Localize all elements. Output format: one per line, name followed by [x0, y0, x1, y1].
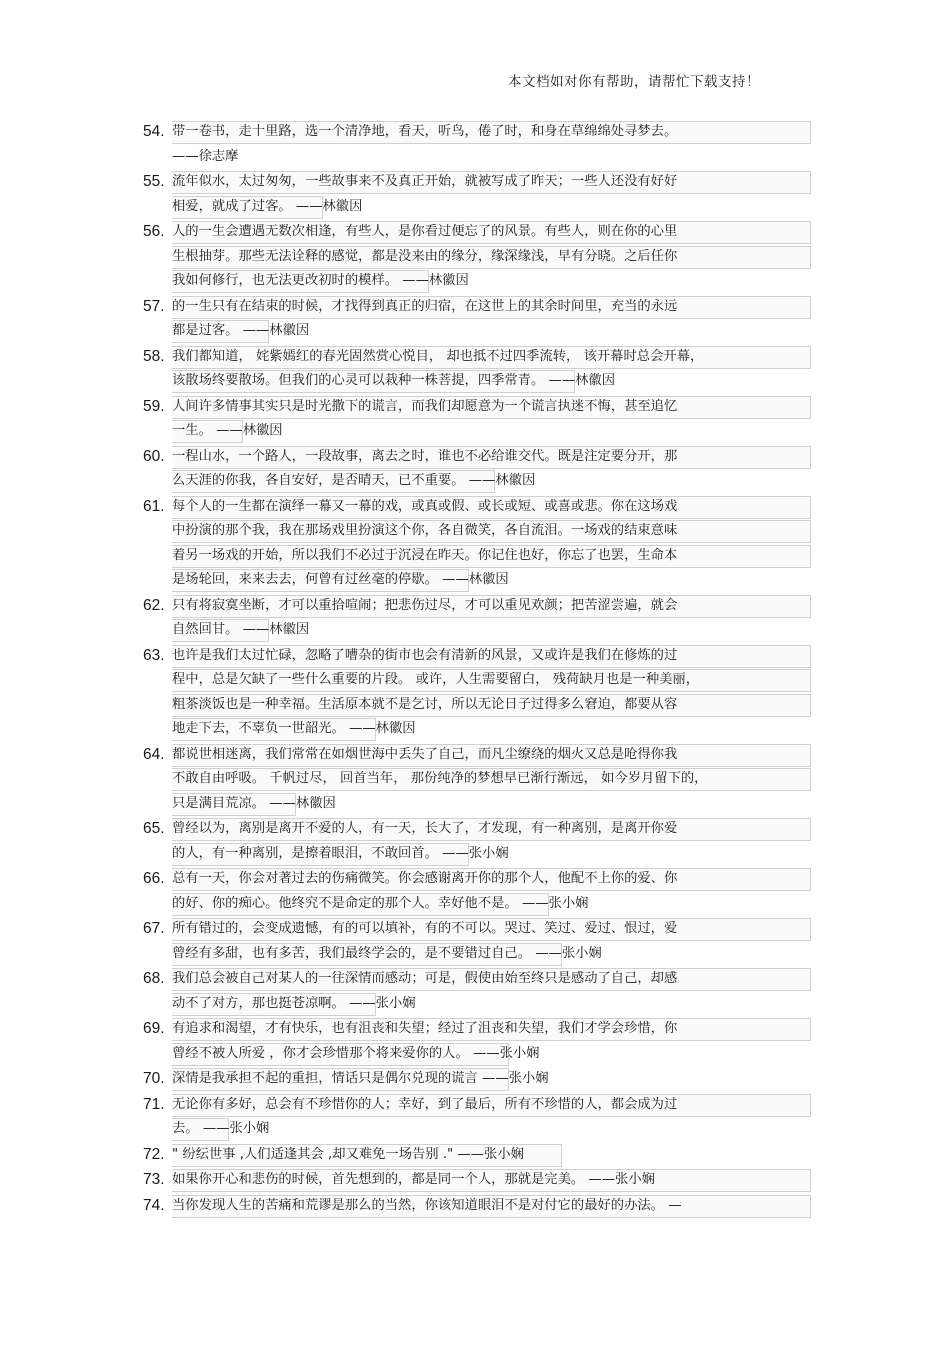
- quote-line: 当你发现人生的苦痛和荒谬是那么的当然，你该知道眼泪不是对付它的最好的办法。 —: [172, 1194, 813, 1219]
- quote-line: 有追求和渴望，才有快乐，也有沮丧和失望；经过了沮丧和失望，我们才学会珍惜，你: [172, 1017, 813, 1042]
- quote-line: 生根抽芽。那些无法诠释的感觉，都是没来由的缘分，缘深缘浅，早有分晓。之后任你: [172, 245, 813, 270]
- quote-line: 只是满目荒凉。 ——林徽因: [172, 792, 813, 817]
- quote-number: 69.: [143, 1020, 165, 1037]
- quote-line: 我如何修行，也无法更改初时的模样。 ——林徽因: [172, 269, 813, 294]
- quote-entry: [143, 743, 813, 817]
- quote-number: 65.: [143, 820, 165, 837]
- quote-line: 粗茶淡饭也是一种幸福。生活原本就不是乞讨，所以无论日子过得多么窘迫，都要从容: [172, 693, 813, 718]
- quote-line: 去。 ——张小娴: [172, 1117, 813, 1142]
- quote-line: 曾经有多甜，也有多苦，我们最终学会的，是不要错过自己。 ——张小娴: [172, 942, 813, 967]
- quote-entry: [143, 220, 813, 294]
- quote-list: [143, 120, 813, 1219]
- quote-line: 人间许多情事其实只是时光撒下的谎言，而我们却愿意为一个谎言执迷不悔，甚至追忆: [172, 395, 813, 420]
- quote-entry: [143, 917, 813, 966]
- quote-entry: [143, 1093, 813, 1142]
- quote-line: 的人，有一种离别，是擦着眼泪，不敢回首。 ——张小娴: [172, 842, 813, 867]
- quote-entry: [143, 1168, 813, 1193]
- quote-number: 66.: [143, 870, 165, 887]
- quote-line: 一程山水，一个路人，一段故事，离去之时，谁也不必给谁交代。既是注定要分开，那: [172, 445, 813, 470]
- quote-line: 都说世相迷离，我们常常在如烟世海中丢失了自己，而凡尘缭绕的烟火又总是呛得你我: [172, 743, 813, 768]
- quote-line: 程中，总是欠缺了一些什么重要的片段。 或许，人生需要留白， 残荷缺月也是一种美丽，: [172, 668, 813, 693]
- quote-entry: [143, 1017, 813, 1066]
- quote-entry: [143, 120, 813, 169]
- quote-line: 深情是我承担不起的重担，情话只是偶尔兑现的谎言 ——张小娴: [172, 1067, 813, 1092]
- quote-line: 该散场终要散场。但我们的心灵可以栽种一株菩提，四季常青。 ——林徽因: [172, 369, 813, 394]
- quote-line: 中扮演的那个我，我在那场戏里扮演这个你，各自微笑，各自流泪。一场戏的结束意味: [172, 519, 813, 544]
- quote-line: 么天涯的你我，各自安好，是否晴天，已不重要。 ——林徽因: [172, 469, 813, 494]
- quote-line: " 纷纭世事 ,人们适逢其会 ,却又难免一场告别 ." ——张小娴: [172, 1143, 813, 1168]
- quote-number: 55.: [143, 173, 165, 190]
- quote-line: 我们总会被自己对某人的一往深情而感动；可是，假使由始至终只是感动了自己，却感: [172, 967, 813, 992]
- quote-line: 地走下去，不辜负一世韶光。 ——林徽因: [172, 717, 813, 742]
- quote-entry: [143, 445, 813, 494]
- quote-line: 的好、你的痴心。他终究不是命定的那个人。幸好他不是。 ——张小娴: [172, 892, 813, 917]
- quote-line: 人的一生会遭遇无数次相逢，有些人，是你看过便忘了的风景。有些人，则在你的心里: [172, 220, 813, 245]
- quote-number: 71.: [143, 1095, 165, 1113]
- quote-line: 自然回甘。 ——林徽因: [172, 618, 813, 643]
- quote-line: 一生。 ——林徽因: [172, 419, 813, 444]
- quote-line: ——徐志摩: [172, 148, 239, 164]
- quote-entry: [143, 967, 813, 1016]
- quote-number: 58.: [143, 347, 165, 365]
- quote-line: 无论你有多好，总会有不珍惜你的人；幸好，到了最后，所有不珍惜的人，都会成为过: [172, 1093, 813, 1118]
- quote-entry: [143, 1194, 813, 1219]
- quote-line: 动不了对方，那也挺苍凉啊。 ——张小娴: [172, 992, 813, 1017]
- quote-line: 着另一场戏的开始，所以我们不必过于沉浸在昨天。你记住也好，你忘了也罢，生命本: [172, 544, 813, 569]
- quote-entry: [143, 867, 813, 916]
- quote-number: 73.: [143, 1171, 165, 1188]
- quote-line: 相爱，就成了过客。 ——林徽因: [172, 195, 813, 220]
- quote-line: 也许是我们太过忙碌，忽略了嘈杂的街市也会有清新的风景，又或许是我们在修炼的过: [172, 644, 813, 669]
- quote-entry: [143, 1067, 813, 1092]
- quote-entry: [143, 644, 813, 742]
- quote-number: 56.: [143, 223, 165, 240]
- quote-number: 72.: [143, 1145, 165, 1163]
- quote-entry: [143, 395, 813, 444]
- quote-number: 64.: [143, 745, 165, 763]
- quote-line: 只有将寂寞坐断，才可以重拾喧闹；把悲伤过尽，才可以重见欢颜；把苦涩尝遍，就会: [172, 594, 813, 619]
- quote-line: 曾经不被人所爱 ，你才会珍惜那个将来爱你的人。 ——张小娴: [172, 1042, 813, 1067]
- quote-line: 所有错过的，会变成遗憾，有的可以填补，有的不可以。哭过、笑过、爱过、恨过，爱: [172, 917, 813, 942]
- quote-line: 流年似水，太过匆匆，一些故事来不及真正开始，就被写成了昨天；一些人还没有好好: [172, 170, 813, 195]
- quote-line: 我们都知道， 姹紫嫣红的春光固然赏心悦目， 却也抵不过四季流转， 该开幕时总会开幕，: [172, 345, 813, 370]
- quote-entry: [143, 170, 813, 219]
- quote-entry: [143, 594, 813, 643]
- quote-entry: [143, 817, 813, 866]
- quote-line: 总有一天，你会对著过去的伤痛微笑。你会感谢离开你的那个人，他配不上你的爱、你: [172, 867, 813, 892]
- quote-number: 59.: [143, 397, 165, 415]
- quote-line: 是场轮回，来来去去，何曾有过丝毫的停歇。 ——林徽因: [172, 568, 813, 593]
- quote-number: 68.: [143, 970, 165, 987]
- quote-entry: [143, 295, 813, 344]
- quote-number: 60.: [143, 447, 165, 465]
- page-header-note: 本文档如对你有帮助，请帮忙下载支持！: [508, 74, 760, 90]
- quote-number: 67.: [143, 920, 165, 937]
- quote-line: 带一卷书，走十里路，选一个清净地，看天，听鸟，倦了时，和身在草绵绵处寻梦去。: [172, 120, 813, 145]
- quote-number: 61.: [143, 497, 165, 515]
- quote-line: 的一生只有在结束的时候，才找得到真正的归宿，在这世上的其余时间里，充当的永远: [172, 295, 813, 320]
- quote-entry: [143, 345, 813, 394]
- quote-line: 都是过客。 ——林徽因: [172, 319, 813, 344]
- quote-line: 每个人的一生都在演绎一幕又一幕的戏，或真或假、或长或短、或喜或悲。你在这场戏: [172, 495, 813, 520]
- quote-line: 不敢自由呼吸。 千帆过尽， 回首当年， 那份纯净的梦想早已渐行渐远， 如今岁月留下的，: [172, 767, 813, 792]
- quote-entry: [143, 495, 813, 593]
- quote-number: 57.: [143, 297, 165, 315]
- quote-entry: [143, 1143, 813, 1168]
- quote-number: 63.: [143, 646, 165, 664]
- quote-number: 54.: [143, 123, 165, 140]
- quote-number: 62.: [143, 596, 165, 614]
- quote-number: 74.: [143, 1196, 165, 1214]
- quote-line: 曾经以为，离别是离开不爱的人，有一天，长大了，才发现，有一种离别，是离开你爱: [172, 817, 813, 842]
- quote-number: 70.: [143, 1070, 165, 1087]
- quote-line: 如果你开心和悲伤的时候，首先想到的，都是同一个人，那就是完美。 ——张小娴: [172, 1168, 813, 1193]
